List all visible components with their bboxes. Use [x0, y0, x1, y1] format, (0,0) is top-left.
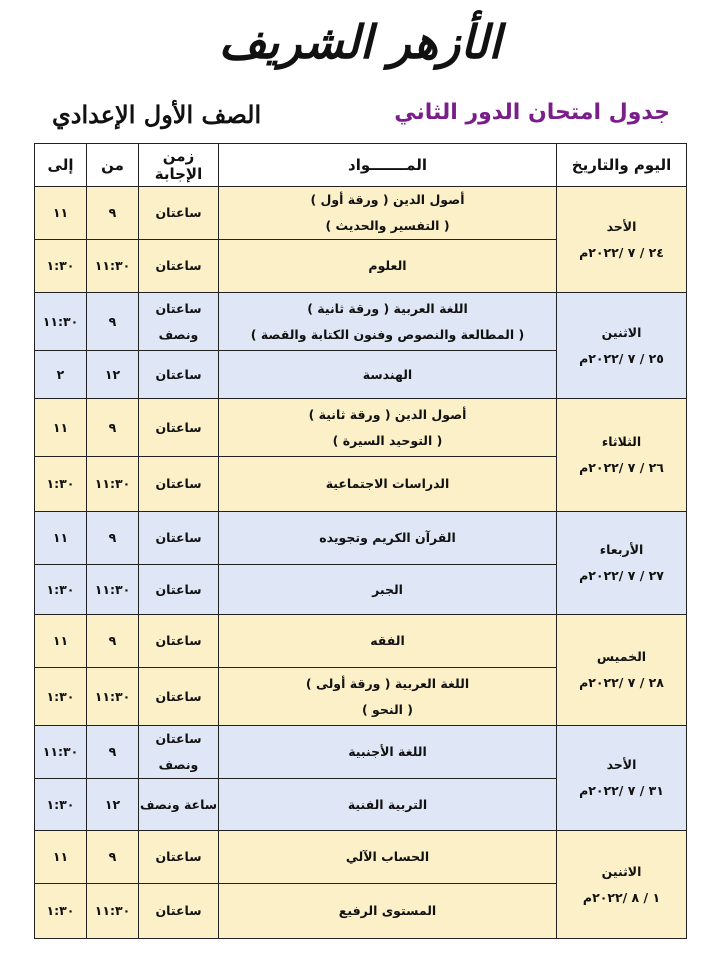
to-time-cell: ١١ [35, 615, 87, 668]
subject-line: التربية الفنية [347, 796, 428, 812]
duration-cell: ساعتان ونصف [139, 293, 219, 351]
from-time-cell: ١١:٣٠ [87, 457, 139, 512]
subject-cell [219, 884, 557, 939]
subject-cell [219, 831, 557, 884]
duration-cell: ساعتان [139, 615, 219, 668]
duration-cell: ساعتان [139, 831, 219, 884]
duration-cell: ساعتان [139, 884, 219, 939]
to-time-cell: ١١ [35, 399, 87, 457]
subject-cell [219, 293, 557, 351]
from-time-cell: ٩ [87, 831, 139, 884]
col-header-from: من [87, 144, 139, 187]
subject-line: الفقه [370, 633, 405, 648]
subject-line: الجبر [372, 581, 403, 597]
schedule-title: جدول امتحان الدور الثاني [394, 100, 670, 125]
table-row [35, 187, 687, 240]
subject-line: أصول الدين ( ورقة ثانية ) [308, 406, 467, 422]
subject-cell [219, 512, 557, 565]
exam-date: ٢٨ / ٧ /٢٠٢٢م [579, 675, 664, 690]
col-header-duration: زمن الإجابة [139, 144, 219, 187]
subject-cell [219, 668, 557, 726]
schedule-body [35, 187, 687, 939]
to-time-cell: ١:٣٠ [35, 884, 87, 939]
to-time-cell: ١١ [35, 187, 87, 240]
to-time-cell: ١١:٣٠ [35, 293, 87, 351]
day-date-cell [557, 187, 687, 293]
duration-cell: ساعة ونصف [139, 779, 219, 831]
subject-line: الدراسات الاجتماعية [325, 476, 450, 491]
duration-cell: ساعتان [139, 240, 219, 293]
subject-line: اللغة الأجنبية [348, 744, 427, 759]
to-time-cell: ١١:٣٠ [35, 726, 87, 779]
day-date-cell [557, 399, 687, 512]
to-time-cell: ١:٣٠ [35, 779, 87, 831]
from-time-cell: ١١:٣٠ [87, 565, 139, 615]
to-time-cell: ١١ [35, 512, 87, 565]
subject-cell [219, 187, 557, 240]
day-date-cell [557, 615, 687, 726]
day-name: الاثنين [601, 863, 642, 879]
exam-date: ٣١ / ٧ /٢٠٢٢م [579, 783, 664, 798]
day-date-cell [557, 512, 687, 615]
to-time-cell: ١:٣٠ [35, 457, 87, 512]
day-name: الاثنين [601, 324, 642, 340]
subject-line: ( التفسير والحديث ) [325, 218, 450, 233]
col-header-day-date: اليوم والتاريخ [557, 144, 687, 187]
header-row [35, 144, 687, 187]
table-row [35, 831, 687, 884]
azhar-logo [0, 6, 720, 78]
subject-cell [219, 726, 557, 779]
from-time-cell: ٩ [87, 293, 139, 351]
exam-schedule-table [34, 143, 687, 939]
day-name: الثلاثاء [601, 434, 642, 449]
subject-line: اللغة العربية ( ورقة ثانية ) [307, 300, 468, 316]
subject-line: ( المطالعة والنصوص وفنون الكتابة والقصة ) [250, 326, 525, 342]
exam-date: ١ / ٨ /٢٠٢٢م [582, 889, 661, 905]
day-name: الأربعاء [599, 542, 644, 557]
to-time-cell: ٢ [35, 351, 87, 399]
subject-line: العلوم [368, 258, 407, 273]
exam-date: ٢٤ / ٧ /٢٠٢٢م [579, 244, 664, 260]
from-time-cell: ٩ [87, 726, 139, 779]
from-time-cell: ٩ [87, 399, 139, 457]
duration-cell: ساعتان [139, 351, 219, 399]
day-name: الأحد [606, 757, 637, 772]
subject-line: المستوى الرفيع [338, 903, 437, 918]
duration-cell: ساعتان [139, 187, 219, 240]
subject-line: اللغة العربية ( ورقة أولى ) [305, 675, 470, 691]
table-row [35, 615, 687, 668]
subject-cell [219, 457, 557, 512]
from-time-cell: ١١:٣٠ [87, 668, 139, 726]
duration-cell: ساعتان [139, 399, 219, 457]
to-time-cell: ١١ [35, 831, 87, 884]
table-row [35, 726, 687, 779]
subject-cell [219, 240, 557, 293]
table-row [35, 512, 687, 565]
day-date-cell [557, 293, 687, 399]
subject-cell [219, 779, 557, 831]
to-time-cell: ١:٣٠ [35, 565, 87, 615]
duration-cell: ساعتان [139, 457, 219, 512]
logo-text: الأزهر الشريف [218, 15, 502, 69]
day-name: الخميس [596, 649, 647, 664]
from-time-cell: ١١:٣٠ [87, 240, 139, 293]
exam-date: ٢٦ / ٧ /٢٠٢٢م [579, 460, 664, 475]
grade-label: الصف الأول الإعدادي [52, 100, 262, 129]
subject-cell [219, 399, 557, 457]
subject-line: ( النحو ) [361, 701, 414, 717]
from-time-cell: ٩ [87, 615, 139, 668]
duration-cell: ساعتان [139, 512, 219, 565]
subject-cell [219, 351, 557, 399]
duration-cell: ساعتان [139, 668, 219, 726]
subject-line: القرآن الكريم وتجويده [319, 530, 456, 545]
to-time-cell: ١:٣٠ [35, 240, 87, 293]
subject-line: ( التوحيد السيرة ) [332, 432, 443, 448]
subject-line: أصول الدين ( ورقة أول ) [310, 192, 465, 207]
col-header-subjects: المـــــــواد [219, 144, 557, 187]
duration-cell: ساعتان ونصف [139, 726, 219, 779]
table-row [35, 293, 687, 351]
from-time-cell: ١١:٣٠ [87, 884, 139, 939]
from-time-cell: ٩ [87, 187, 139, 240]
subject-cell [219, 565, 557, 615]
subject-line: الهندسة [362, 366, 413, 382]
exam-date: ٢٧ / ٧ /٢٠٢٢م [579, 568, 664, 583]
exam-date: ٢٥ / ٧ /٢٠٢٢م [579, 350, 664, 366]
col-header-to: إلى [35, 144, 87, 187]
table-row [35, 399, 687, 457]
day-date-cell [557, 831, 687, 939]
from-time-cell: ٩ [87, 512, 139, 565]
from-time-cell: ١٢ [87, 351, 139, 399]
from-time-cell: ١٢ [87, 779, 139, 831]
subject-line: الحساب الآلي [345, 849, 430, 864]
day-name: الأحد [606, 218, 637, 234]
to-time-cell: ١:٣٠ [35, 668, 87, 726]
subject-cell [219, 615, 557, 668]
duration-cell: ساعتان [139, 565, 219, 615]
day-date-cell [557, 726, 687, 831]
